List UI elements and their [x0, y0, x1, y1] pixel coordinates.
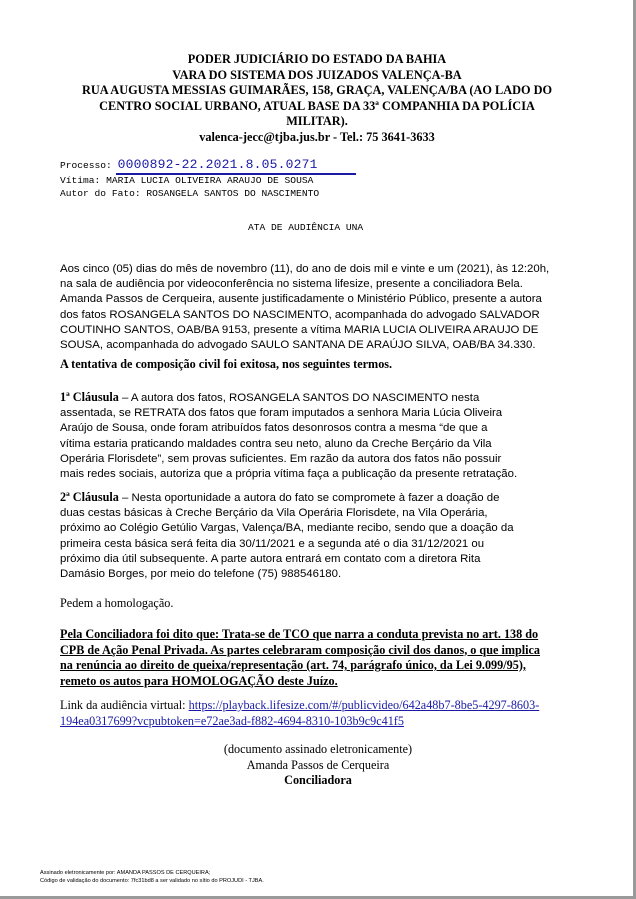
clause-line: primeira cesta básica será feita dia 30/11/2021 e a segunda até o dia 31/12/2021 ou [60, 537, 485, 550]
clause-line: próximo dia útil subsequente. A parte autora entrará em contato com a diretora Rita [60, 552, 481, 565]
intro-line: Aos cinco (05) dias do mês de novembro (11), do ano de dois mil e vinte e um (2021), às 12:20h, [60, 263, 550, 275]
clause-line: Araújo de Sousa, onde foram atribuídos fatos desonrosos contra a mesma “de que a [60, 422, 488, 435]
header-line-2: VARA DO SISTEMA DOS JUIZADOS VALENÇA-BA [172, 67, 462, 82]
document-title: ATA DE AUDIÊNCIA UNA [248, 222, 364, 233]
clause-line: Damásio Borges, por meio do telefone (75) 988546180. [60, 568, 342, 581]
victim-name: MARIA LUCIA OLIVEIRA ARAUJO DE SOUSA [106, 175, 314, 186]
footer-validation-code: Código de validação do documento: 7fc31bd8 a ser validado no sítio do PROJUDI - TJBA. [40, 878, 264, 884]
intro-line: COUTINHO SANTOS, OAB/BA 9153, presente a vítima MARIA LUCIA OLIVEIRA ARAUJO DE [60, 323, 539, 336]
homologation-request: Pedem a homologação. [60, 596, 174, 610]
conciliadora-line: CPB de Ação Penal Privada. As partes celebraram composição civil dos danos, o que implica [60, 642, 541, 657]
header-line-3: RUA AUGUSTA MESSIAS GUIMARÃES, 158, GRAÇA, VALENÇA/BA (AO LADO DO [81, 83, 553, 97]
clause-line: duas cestas básicas à Creche Berçário da Vila Operária Florisdete, na Vila Operária, [60, 507, 488, 520]
clause-line: mais redes sociais, autoriza que a própria vítima faça a publicação da presente retratação. [60, 468, 518, 481]
hearing-url-part-2[interactable]: 194ea0317699?vcpubtoken=e72ae3ad-f882-4694-8310-103b9c9c41f5 [60, 713, 404, 728]
link-line [60, 714, 576, 730]
clause-dash: – [118, 492, 132, 504]
signer-role: Conciliadora [284, 773, 352, 787]
clause-1-label: 1ª Cláusula [60, 390, 119, 404]
clause-1-first-line: A autora dos fatos, ROSANGELA SANTOS DO NASCIMENTO nesta [130, 392, 480, 404]
court-header [62, 52, 572, 145]
victim-label: Vítima: [60, 175, 101, 186]
author-label: Autor do Fato: [60, 188, 141, 199]
conciliadora-line: na renúncia ao direito de queixa/representação (art. 74, parágrafo único, da Lei 9.099/95), [60, 658, 526, 672]
link-line [60, 698, 576, 714]
validation-footer [40, 869, 264, 885]
tentativa-statement: A tentativa de composição civil foi exitosa, nos seguintes termos. [60, 357, 393, 371]
author-name: ROSANGELA SANTOS DO NASCIMENTO [146, 188, 320, 199]
conciliadora-line: Pela Conciliadora foi dito que: Trata-se de TCO que narra a conduta prevista no art. 138 do [60, 627, 539, 641]
process-label: Processo: [60, 160, 112, 171]
header-contact: valenca-jecc@tjba.jus.br - Tel.: 75 3641-3633 [199, 129, 435, 144]
clause-line [60, 490, 576, 506]
intro-line: na sala de audiência por videoconferência no sistema lifesize, presente a conciliadora Bela. [60, 278, 523, 291]
clause-line: vítima estaria praticando maldades contra seu neto, aluno da Creche Berçário da Vila [60, 437, 492, 450]
process-number[interactable]: 0000892-22.2021.8.05.0271 [117, 157, 318, 172]
header-line-5: MILITAR). [286, 114, 348, 128]
clause-line: assentada, se RETRATA dos fatos que foram imputados a senhora Maria Lúcia Oliveira [60, 407, 503, 420]
clause-2-first-line: Nesta oportunidade a autora do fato se compromete à fazer a doação de [131, 492, 500, 504]
intro-paragraph [60, 262, 576, 353]
signer-name: Amanda Passos de Cerqueira [246, 757, 390, 772]
author-line [60, 188, 319, 199]
conciliadora-statement [60, 627, 576, 689]
process-line [60, 157, 318, 172]
clause-line: próximo ao Colégio Getúlio Vargas, Valença/BA, mediante recibo, sendo que a doação da [60, 522, 514, 535]
intro-line: SOUSA, acompanhada do advogado SAULO SANTANA DE ARAÚJO SILVA, OAB/BA 34.330. [60, 339, 536, 352]
clause-2 [60, 490, 576, 582]
hearing-url-part-1[interactable]: https://playback.lifesize.com/#/publicvideo/642a48b7-8be5-4297-8603- [188, 698, 540, 712]
conciliadora-line: remeto os autos para HOMOLOGAÇÃO deste Juízo. [60, 673, 338, 688]
clause-2-label: 2ª Cláusula [60, 490, 119, 504]
link-label: Link da audiência virtual: [60, 698, 189, 712]
clause-1 [60, 390, 576, 482]
signature-block [160, 742, 476, 789]
footer-signed-by: Assinado eletronicamente por: AMANDA PASSOS DE CERQUEIRA; [40, 870, 211, 876]
intro-line: dos fatos ROSANGELA SANTOS DO NASCIMENTO, acompanhada do advogado SALVADOR [60, 308, 540, 321]
header-line-4: CENTRO SOCIAL URBANO, ATUAL BASE DA 33ª COMPANHIA DA POLÍCIA [99, 98, 535, 113]
clause-line [60, 390, 576, 406]
clause-dash: – [118, 392, 131, 404]
clause-line: Operária Florisdete”, sem provas suficientes. Em razão da autora dos fatos não possuir [60, 452, 502, 465]
header-line-1: PODER JUDICIÁRIO DO ESTADO DA BAHIA [187, 52, 447, 66]
signature-note: (documento assinado eletronicamente) [223, 742, 413, 756]
intro-line: Amanda Passos de Cerqueira, ausente justificadamente o Ministério Público, presente a autora [60, 293, 542, 306]
victim-line [60, 175, 313, 186]
virtual-hearing-link [60, 698, 576, 729]
